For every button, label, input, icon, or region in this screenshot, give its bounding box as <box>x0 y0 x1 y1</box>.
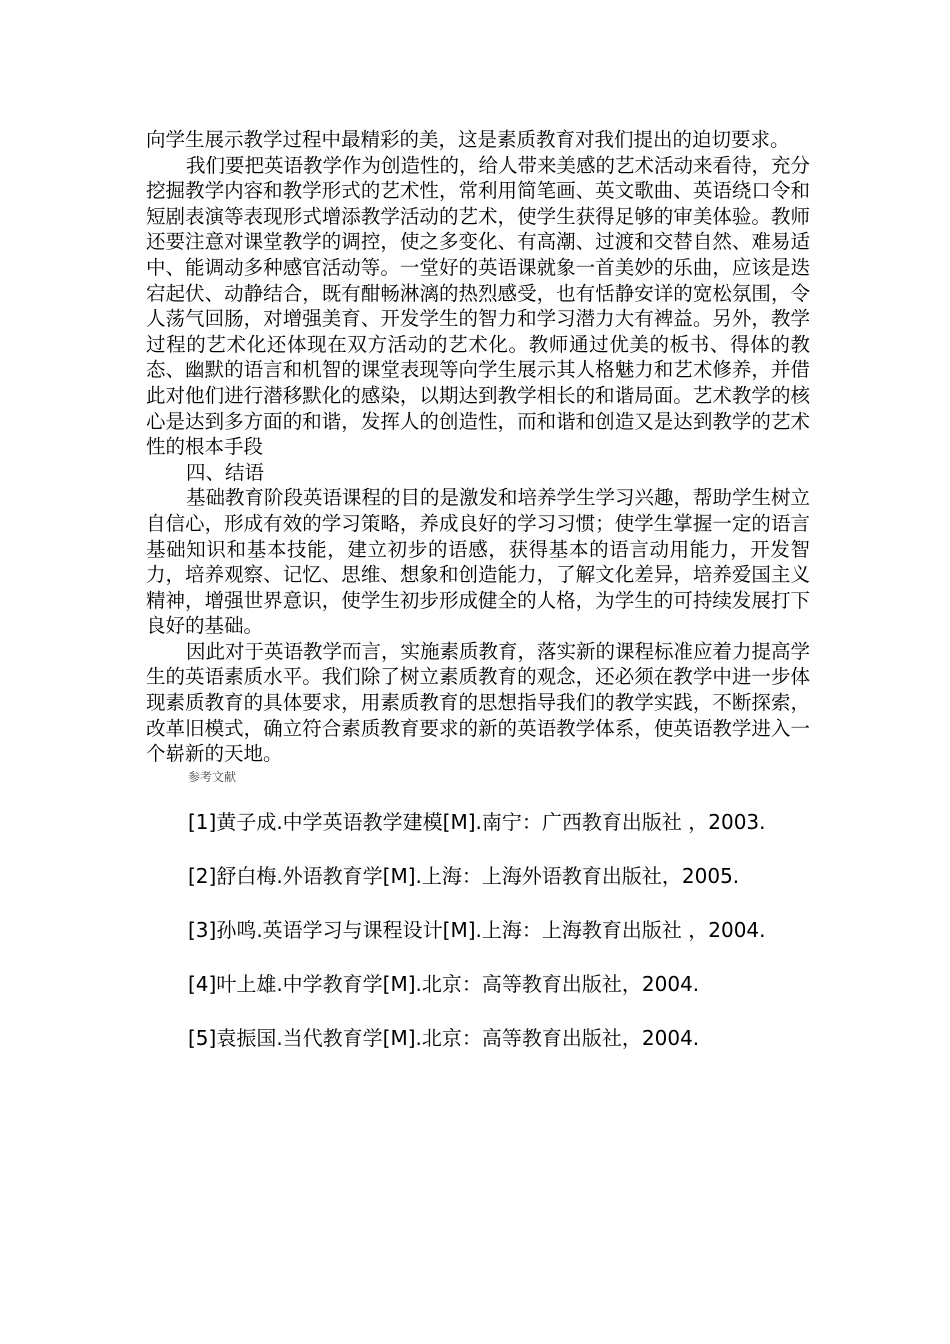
paragraph-continuation: 向学生展示教学过程中最精彩的美，这是素质教育对我们提出的迫切要求。 <box>146 128 790 151</box>
reference-item: [4]叶上雄.中学教育学[M].北京：高等教育出版社，2004. <box>188 971 700 996</box>
paragraph-conclusion: 因此对于英语教学而言，实施素质教育，落实新的课程标准应着力提高学生的英语素质水平。我们除了树立素质教育的观念，还必须在教学中进一步体现素质教育的具体要求，用素质教育的思想指导我们的教学实践，不断探索，改革旧模式，确立符合素质教育要求的新的英语教学体系，使英语教学进入一个崭新的天地。 <box>146 639 811 766</box>
reference-item: [3]孙鸣.英语学习与课程设计[M].上海：上海教育出版社 ，2004. <box>188 917 766 942</box>
reference-item: [5]袁振国.当代教育学[M].北京：高等教育出版社，2004. <box>188 1025 700 1050</box>
reference-item: [1]黄子成.中学英语教学建模[M].南宁：广西教育出版社 ，2003. <box>188 809 766 834</box>
paragraph-course-goals: 基础教育阶段英语课程的目的是激发和培养学生学习兴趣，帮助学生树立自信心，形成有效的学习策略，养成良好的学习习惯；使学生掌握一定的语言基础知识和基本技能，建立初步的语感，获得基本的语言动用能力，开发智力，培养观察、记忆、思维、想象和创造能力，了解文化差异，培养爱国主义精神，增强世界意识，使学生初步形成健全的人格，为学生的可持续发展打下良好的基础。 <box>146 486 811 638</box>
paragraph-art-of-teaching: 我们要把英语教学作为创造性的，给人带来美感的艺术活动来看待，充分挖掘教学内容和教学形式的艺术性，常利用简笔画、英文歌曲、英语绕口令和短剧表演等表现形式增添教学活动的艺术，使学生获得足够的审美体验。教师还要注意对课堂教学的调控，使之多变化、有高潮、过渡和交替自然、难易适中、能调动多种感官活动等。一堂好的英语课就象一首美妙的乐曲，应该是迭宕起伏、动静结合，既有酣畅淋漓的热烈感受，也有恬静安详的宽松氛围，令人荡气回肠，对增强美育、开发学生的智力和学习潜力大有裨益。另外，教学过程的艺术化还体现在双方活动的艺术化。教师通过优美的板书、得体的教态、幽默的语言和机智的课堂表现等向学生展示其人格魅力和艺术修养，并借此对他们进行潜移默化的感染，以期达到教学相长的和谐局面。艺术教学的核心是达到多方面的和谐，发挥人的创造性，而和谐和创造又是达到教学的艺术性的根本手段 <box>146 153 811 459</box>
document-page <box>146 127 810 1065</box>
references-heading: 参考文献 <box>188 769 237 784</box>
reference-list <box>146 795 810 1065</box>
reference-item: [2]舒白梅.外语教育学[M].上海：上海外语教育出版社，2005. <box>188 863 740 888</box>
section-heading-conclusion: 四、结语 <box>186 460 265 484</box>
